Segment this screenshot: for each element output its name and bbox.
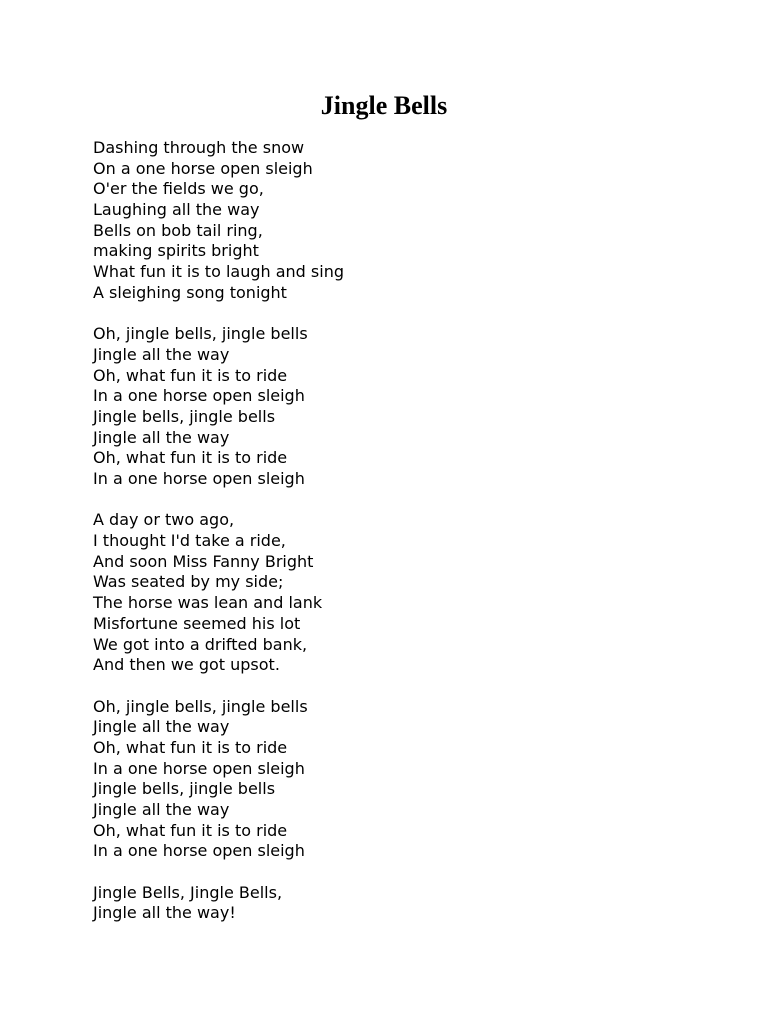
lyric-line: Oh, what fun it is to ride [93, 820, 288, 840]
lyric-line: Oh, jingle bells, jingle bells [93, 696, 308, 716]
page-title: Jingle Bells [320, 91, 448, 120]
lyric-line: Jingle bells, jingle bells [93, 406, 276, 426]
lyric-line: Jingle all the way [93, 717, 230, 737]
lyric-line: Bells on bob tail ring, [93, 220, 263, 240]
lyric-line: And then we got upsot. [93, 655, 280, 675]
lyric-line: Misfortune seemed his lot [93, 613, 301, 633]
lyric-line: In a one horse open sleigh [93, 758, 305, 778]
lyric-line: Jingle all the way! [93, 903, 236, 923]
lyric-line: O'er the fields we go, [93, 179, 264, 199]
lyric-line: The horse was lean and lank [93, 593, 323, 613]
lyric-line: Oh, what fun it is to ride [93, 737, 288, 757]
lyric-line: making spirits bright [93, 241, 259, 261]
lyric-line: I thought I'd take a ride, [93, 531, 286, 551]
lyric-line: On a one horse open sleigh [93, 158, 313, 178]
lyric-line: Oh, jingle bells, jingle bells [93, 324, 308, 344]
lyric-line: Oh, what fun it is to ride [93, 365, 288, 385]
lyric-line: In a one horse open sleigh [93, 386, 305, 406]
lyric-line: Was seated by my side; [93, 572, 284, 592]
stanza-verse-1 [93, 138, 713, 304]
lyric-line: Jingle Bells, Jingle Bells, [93, 882, 283, 902]
lyric-line: Laughing all the way [93, 200, 260, 220]
lyric-line: In a one horse open sleigh [93, 469, 305, 488]
lyrics-body [93, 138, 713, 945]
stanza-chorus-1 [93, 324, 713, 490]
stanza-verse-2 [93, 510, 713, 676]
stanza-ending [93, 883, 713, 924]
lyric-line: Jingle bells, jingle bells [93, 779, 276, 799]
lyric-line: Jingle all the way [93, 344, 230, 364]
lyric-line: What fun it is to laugh and sing [93, 262, 344, 282]
lyric-line: Jingle all the way [93, 800, 230, 819]
lyric-line: Oh, what fun it is to ride [93, 448, 288, 468]
lyric-line: Dashing through the snow [93, 138, 305, 157]
lyric-line: In a one horse open sleigh [93, 841, 305, 861]
lyric-line: And soon Miss Fanny Bright [93, 551, 314, 571]
stanza-chorus-2 [93, 697, 713, 863]
lyric-line: Jingle all the way [93, 427, 230, 447]
lyric-line: We got into a drifted bank, [93, 634, 308, 654]
lyric-line: A day or two ago, [93, 510, 235, 530]
lyric-line: A sleighing song tonight [93, 282, 287, 302]
